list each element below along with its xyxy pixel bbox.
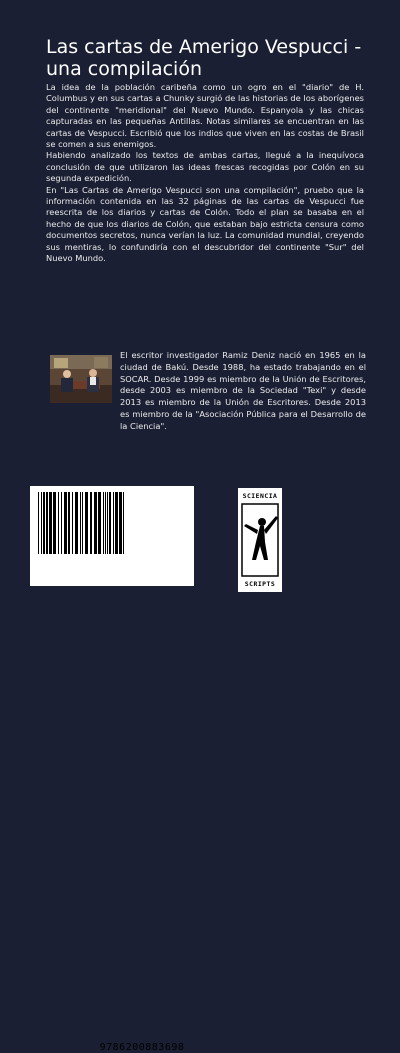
author-photo xyxy=(50,355,112,403)
publisher-logo xyxy=(238,488,282,592)
back-cover-blurb xyxy=(46,82,364,265)
isbn-barcode xyxy=(30,486,194,1053)
book-title: Las cartas de Amerigo Vespucci - una compilación xyxy=(46,36,362,80)
isbn-number: 9786200883698 xyxy=(99,1042,185,1053)
publisher-name-top: SCIENCIA xyxy=(242,492,278,500)
blurb-paragraph: En "Las Cartas de Amerigo Vespucci son una compilación", pruebo que la información contenida en las 32 páginas de las cartas de Vespucci fue reescrita de los diarios y cartas de Colón. Todo el plan se basaba en el hecho de que los diarios de Colón, que estaban bajo estricta censura como documentos secretos, nunca verían la luz. La comunidad mundial, creyendo sus mentiras, lo confundiría con el descubridor del continente "Sur" del Nuevo Mundo. xyxy=(46,184,364,264)
scientist-silhouette-icon xyxy=(238,502,282,578)
author-bio: El escritor investigador Ramiz Deniz nació en 1965 en la ciudad de Bakú. Desde 1988, ha estado trabajando en el SOCAR. Desde 1999 es miembro de la Unión de Escritores, desde 2003 es miembro de la Sociedad "Texi" y desde 2013 es miembro de la Unión de Escritores. Desde 2013 es miembro de la "Asociación Pública para el Desarrollo de la Ciencia". xyxy=(120,350,366,431)
publisher-name-bottom: SCRIPTS xyxy=(244,580,276,588)
blurb-paragraph: La idea de la población caribeña como un ogro en el "diario" de H. Columbus y en sus cartas a Chunky surgió de las historias de los aborígenes del continente "meridional" del Nuevo Mundo. Espanyola y las chicas capturadas en las pequeñas Antillas. Notas similares se encuentran en las cartas de Vespucci. Escribió que los indios que viven en las costas de Brasil se comen a sus enemigos. xyxy=(46,82,364,150)
blurb-paragraph: Habiendo analizado los textos de ambas cartas, llegué a la inequívoca conclusión de que utilizaron las ideas frescas recogidas por Colón en su segunda expedición. xyxy=(46,150,364,184)
